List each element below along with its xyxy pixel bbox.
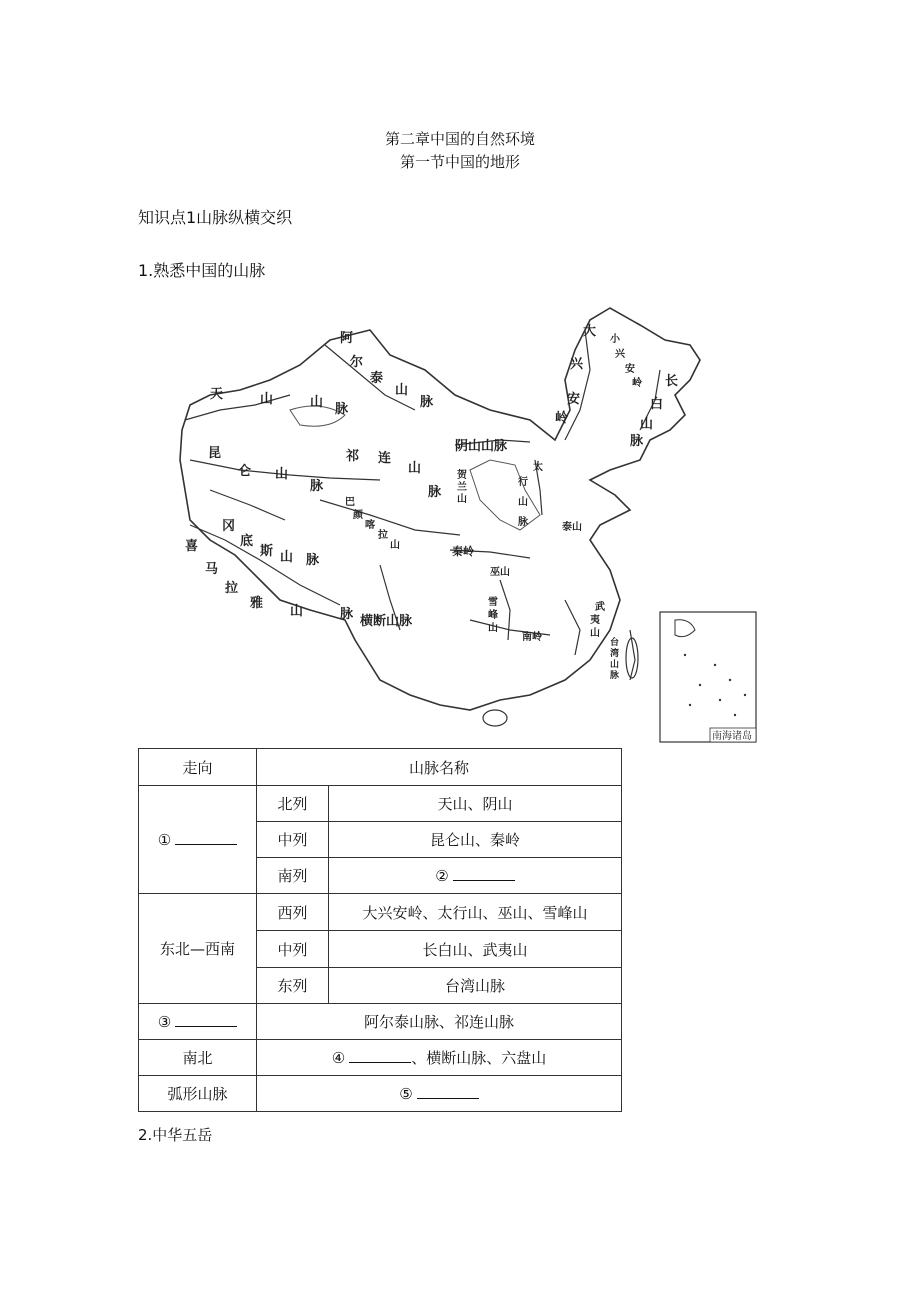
label-tianshan-2: 山 xyxy=(310,395,324,410)
label-nanling: 南岭 xyxy=(522,632,542,643)
label-changbai-3: 脉 xyxy=(630,434,644,449)
label-himalaya-5: 脉 xyxy=(340,607,354,622)
label-changbai-1: 白 xyxy=(650,397,664,412)
label-changbai-0: 长 xyxy=(665,374,679,389)
inset-label: 南海诸岛 xyxy=(712,731,752,742)
label-wuyi-2: 山 xyxy=(590,628,600,639)
label-helan-0: 贺 xyxy=(457,470,467,481)
label-xiaoxinganling-0: 小 xyxy=(610,334,620,345)
label-bayankala-3: 拉 xyxy=(378,530,388,541)
cell-sub-east: 东列 xyxy=(257,968,329,1004)
label-changbai-2: 山 xyxy=(640,417,654,432)
table-header-direction: 走向 xyxy=(139,749,257,786)
label-taiwan-0: 台 xyxy=(610,638,620,648)
label-qilian-0: 祁 xyxy=(346,449,360,464)
label-tianshan-3: 脉 xyxy=(335,402,349,417)
label-bayankala-2: 喀 xyxy=(365,520,375,531)
answer-blank-5[interactable] xyxy=(417,1085,479,1099)
label-wuyi-0: 武 xyxy=(595,602,605,613)
cell-names-ns: ④ 、横断山脉、六盘山 xyxy=(257,1040,622,1076)
label-kunlun-3: 脉 xyxy=(310,479,324,494)
label-qinling: 秦岭 xyxy=(452,545,474,558)
label-wuyi-1: 夷 xyxy=(590,615,600,626)
label-altai-0: 阿 xyxy=(340,331,354,346)
south-china-sea-inset xyxy=(660,612,756,742)
answer-blank-1[interactable] xyxy=(175,831,237,845)
hainan-island xyxy=(483,710,507,726)
label-gangdise-4: 脉 xyxy=(306,553,320,568)
label-xuefeng-0: 雪 xyxy=(488,597,498,608)
china-mountains-map xyxy=(170,300,760,745)
label-bayankala-4: 山 xyxy=(390,540,400,551)
cell-sub-north: 北列 xyxy=(257,786,329,822)
plateau-outline xyxy=(470,460,540,530)
label-gangdise-1: 底 xyxy=(240,534,254,549)
cell-names-middle: 昆仑山、秦岭 xyxy=(329,822,622,858)
label-xuefeng-1: 峰 xyxy=(488,610,498,621)
cell-names-arc: ⑤ xyxy=(257,1076,622,1112)
label-himalaya-0: 喜 xyxy=(185,539,199,554)
label-taishan: 泰山 xyxy=(562,522,582,533)
label-gangdise-2: 斯 xyxy=(260,544,274,559)
label-daxinganling-2: 安 xyxy=(567,392,581,407)
cell-names-south: ② xyxy=(329,858,622,894)
cell-sub-south: 南列 xyxy=(257,858,329,894)
cell-sub-middle: 中列 xyxy=(257,822,329,858)
label-kunlun-0: 昆 xyxy=(208,446,222,461)
answer-blank-3[interactable] xyxy=(175,1013,237,1027)
label-taihang-0: 太 xyxy=(533,462,543,473)
label-taihang-2: 山 xyxy=(518,497,528,508)
cell-direction-ne-sw: 东北—西南 xyxy=(139,894,257,1004)
label-gangdise-3: 山 xyxy=(280,550,294,565)
answer-blank-2[interactable] xyxy=(453,867,515,881)
label-bayankala-1: 颜 xyxy=(353,510,363,521)
chapter-title: 第二章中国的自然环境 xyxy=(384,130,535,148)
cell-direction-arc: 弧形山脉 xyxy=(139,1076,257,1112)
subheading-five-mountains: 2.中华五岳 xyxy=(138,1126,213,1144)
cell-names-west: 大兴安岭、太行山、巫山、雪峰山 xyxy=(329,894,622,931)
label-taihang-1: 行 xyxy=(518,477,528,488)
label-kunlun-1: 仑 xyxy=(238,464,252,479)
label-himalaya-3: 雅 xyxy=(250,596,264,611)
label-himalaya-2: 拉 xyxy=(225,581,239,596)
section-title: 第一节中国的地形 xyxy=(399,153,520,171)
label-daxinganling-3: 岭 xyxy=(555,411,569,426)
label-tianshan-0: 天 xyxy=(210,387,224,402)
label-altai-3: 山 xyxy=(395,383,409,398)
label-xuefeng-2: 山 xyxy=(488,623,498,634)
subheading-mountains: 1.熟悉中国的山脉 xyxy=(138,261,266,280)
label-gangdise-0: 冈 xyxy=(222,519,236,534)
answer-blank-4[interactable] xyxy=(349,1049,411,1063)
label-wushan: 巫山 xyxy=(490,567,510,578)
label-xiaoxinganling-2: 安 xyxy=(625,364,635,375)
label-kunlun-2: 山 xyxy=(275,467,289,482)
cell-direction-1: ① xyxy=(139,786,257,894)
label-altai-4: 脉 xyxy=(420,395,434,410)
label-taiwan-3: 脉 xyxy=(610,671,620,681)
label-qilian-2: 山 xyxy=(408,461,422,476)
label-xiaoxinganling-1: 兴 xyxy=(615,349,625,360)
label-daxinganling-0: 大 xyxy=(583,324,597,339)
cell-direction-3: ③ xyxy=(139,1004,257,1040)
label-bayankala-0: 巴 xyxy=(345,497,355,508)
label-tianshan-1: 山 xyxy=(260,392,274,407)
mountain-direction-table xyxy=(138,748,622,1112)
label-himalaya-4: 山 xyxy=(290,604,304,619)
label-taiwan-1: 湾 xyxy=(610,649,620,659)
cell-names-3: 阿尔泰山脉、祁连山脉 xyxy=(257,1004,622,1040)
cell-direction-ns: 南北 xyxy=(139,1040,257,1076)
label-taihang-3: 脉 xyxy=(518,517,528,528)
cell-names-north: 天山、阴山 xyxy=(329,786,622,822)
label-qilian-3: 脉 xyxy=(428,485,442,500)
label-qilian-1: 连 xyxy=(378,451,392,466)
label-daxinganling-1: 兴 xyxy=(570,357,584,372)
label-taiwan-2: 山 xyxy=(610,660,620,670)
cell-sub-west: 西列 xyxy=(257,894,329,931)
knowledge-point-heading: 知识点1山脉纵横交织 xyxy=(138,208,293,227)
label-helan-2: 山 xyxy=(457,494,467,505)
cell-names-middle-2: 长白山、武夷山 xyxy=(329,931,622,968)
label-hengduan: 横断山脉 xyxy=(360,614,413,629)
label-altai-2: 泰 xyxy=(370,371,384,386)
label-altai-1: 尔 xyxy=(350,355,364,370)
mountain-ridges xyxy=(185,330,660,680)
label-helan-1: 兰 xyxy=(457,482,467,493)
label-xiaoxinganling-3: 岭 xyxy=(632,378,642,389)
cell-names-east: 台湾山脉 xyxy=(329,968,622,1004)
label-himalaya-1: 马 xyxy=(205,562,219,577)
table-header-names: 山脉名称 xyxy=(257,749,622,786)
cell-sub-middle-2: 中列 xyxy=(257,931,329,968)
label-yinshan: 阴山山脉 xyxy=(455,439,508,454)
